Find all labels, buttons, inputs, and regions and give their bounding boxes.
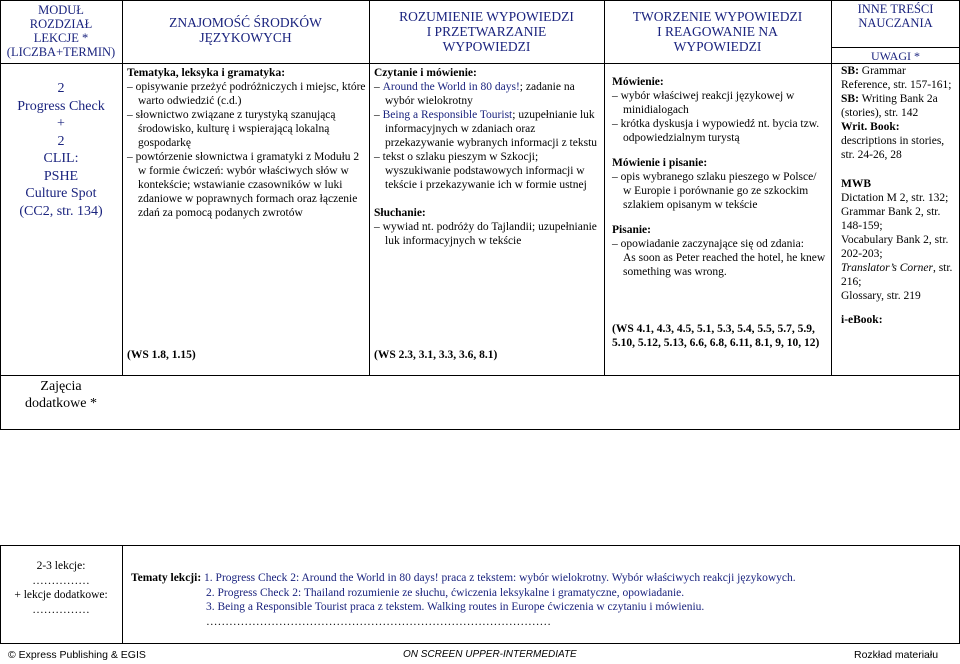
col-border-1	[122, 0, 123, 376]
main-row-divider	[0, 375, 960, 376]
writ-book-label: Writ. Book:	[841, 121, 900, 133]
col-border-2	[369, 0, 370, 376]
lesson-count: 2-3 lekcje: …………… + lekcje dodatkowe: ……………	[14, 560, 108, 616]
header-notes: UWAGI *	[871, 49, 920, 63]
rec-heading-listening: Słuchanie:	[374, 207, 426, 219]
uwagi-divider	[831, 47, 960, 48]
topic-1-text: 1. Progress Check 2: Around the World in 80 days! praca z tekstem: wybór wielokrotny. Wybór właściwych reakcji językowych.	[204, 572, 796, 584]
rec-item-2-title: Being a Responsible Tourist	[382, 109, 513, 121]
prod-heading-speaking-writing: Mówienie i pisanie:	[612, 157, 708, 169]
rec-heading-reading: Czytanie i mówienie:	[374, 67, 477, 79]
topic-2: 2. Progress Check 2: Thailand rozumienie ze słuchu, ćwiczenia leksykalne i gramatyczne, opowiadanie.	[206, 586, 685, 599]
module-info: 2 Progress Check + 2 CLIL: PSHE Culture Spot (CC2, str. 134)	[17, 81, 105, 219]
other-writ-book	[841, 120, 957, 162]
extra-row-divider	[0, 429, 960, 430]
rec-item-1	[374, 80, 601, 108]
rec-item-2-desc: ; uzupełnianie luk informacyjnych w zdaniach oraz przekazywanie wybranych informacji z tekstu	[385, 109, 598, 149]
topic-3: 3. Being a Responsible Tourist praca z tekstem. Walking routes in Europe ćwiczenia w czytaniu i mówieniu.	[206, 601, 705, 613]
prod-heading-writing: Pisanie:	[612, 224, 651, 236]
header-divider	[0, 63, 960, 64]
prod-heading-speaking: Mówienie:	[612, 76, 664, 88]
mwb-vocabulary: Vocabulary Bank 2, str. 202-203;	[841, 234, 949, 260]
lang-item: – opisywanie przeżyć podróżniczych i miejsc, które warto odwiedzić (c.d.)	[127, 80, 366, 108]
lang-item: – powtórzenie słownictwa i gramatyki z Modułu 2 w formie ćwiczeń: wybór właściwych słów w kontekście; wstawianie czasowników w luki zdaniowe w poprawnych formach oraz łączenie zdań za pomocą podanych zwrotów	[127, 150, 366, 220]
ebook-label: i-eBook:	[841, 314, 883, 326]
prod-item-3: – opis wybranego szlaku pieszego w Polsce/ w Europie i porównanie go ze szkockim szlakiem opisanym w tekście	[612, 170, 827, 212]
rec-item-2	[374, 108, 601, 150]
bottom-table-top	[0, 545, 960, 546]
language-content	[127, 66, 366, 220]
mwb-translator	[841, 261, 957, 289]
prod-item-2: – krótka dyskusja i wypowiedź nt. bycia tzw. odpowiedzialnym turystą	[612, 117, 827, 145]
comprehension-content	[374, 66, 601, 248]
prod-ws: (WS 4.1, 4.3, 4.5, 5.1, 5.3, 5.4, 5.5, 5.7, 5.9, 5.10, 5.12, 5.13, 6.6, 6.8, 6.11, 8.1, 9, 10, 12)	[612, 323, 820, 349]
sb-label-2: SB:	[841, 93, 859, 105]
lesson-topics	[131, 571, 957, 629]
topics-label: Tematy lekcji:	[131, 572, 202, 584]
lang-heading: Tematyka, leksyka i gramatyka:	[127, 67, 286, 79]
lang-item: – słownictwo związane z turystyką szanującą środowisko, kulturę i wspierającą lokalną gospodarkę	[127, 108, 366, 150]
mwb-translator-title: Translator’s Corner	[841, 262, 933, 274]
prod-item-4: – opowiadanie zaczynające się od zdania:	[612, 237, 827, 251]
other-content	[841, 64, 957, 327]
extra-classes-label: Zajęcia dodatkowe *	[25, 379, 97, 411]
header-module: MODUŁ ROZDZIAŁ LEKCJE * (LICZBA+TERMIN)	[6, 3, 116, 59]
rec-ws: (WS 2.3, 3.1, 3.3, 3.6, 8.1)	[374, 349, 498, 361]
topic-4: ………………………………………………………………………………	[206, 615, 551, 628]
footer-book-title: ON SCREEN UPPER-INTERMEDIATE	[403, 649, 577, 660]
rec-item-4: – wywiad nt. podróży do Tajlandii; uzupełnianie luk informacyjnych w tekście	[374, 220, 601, 248]
rec-item-1-desc: ; zadanie na wybór wielokrotny	[385, 81, 575, 107]
footer-doc-title: Rozkład materiału	[854, 649, 939, 661]
header-other-content: INNE TREŚCI NAUCZANIA	[857, 2, 934, 30]
mwb-glossary: Glossary, str. 219	[841, 290, 921, 302]
mwb-heading: MWB	[841, 178, 872, 190]
mwb-dictation: Dictation M 2, str. 132;	[841, 192, 949, 204]
lang-ws: (WS 1.8, 1.15)	[127, 349, 196, 361]
prod-item-1: – wybór właściwej reakcji językowej w minidialogach	[612, 89, 827, 117]
header-language-means: ZNAJOMOŚĆ ŚRODKÓW JĘZYKOWYCH	[169, 15, 322, 45]
writ-book-ref: descriptions in stories, str. 24-26, 28	[841, 135, 945, 161]
header-comprehension: ROZUMIENIE WYPOWIEDZI I PRZETWARZANIE WYPOWIEDZI	[399, 9, 574, 54]
topic-1	[131, 571, 957, 586]
sb-label: SB:	[841, 65, 859, 77]
col-border-3	[604, 0, 605, 376]
production-content	[612, 75, 827, 279]
mwb-translator-page: , str. 216;	[841, 262, 953, 288]
sb-writing-bank: Writing Bank 2a (stories), str. 142	[841, 93, 938, 119]
table-top-border	[0, 0, 960, 1]
mwb-grammar: Grammar Bank 2, str. 148-159;	[841, 206, 941, 232]
header-production: TWORZENIE WYPOWIEDZI I REAGOWANIE NA WYPOWIEDZI	[632, 9, 803, 54]
bottom-table-bottom	[0, 643, 960, 644]
rec-item-1-title: Around the World in 80 days!	[382, 81, 520, 93]
prod-item-4-sentence: As soon as Peter reached the hotel, he knew something was wrong.	[623, 252, 826, 278]
lang-items	[127, 80, 366, 220]
sb-grammar-ref: Grammar Reference, str. 157-161;	[841, 65, 952, 91]
other-sb-writing	[841, 92, 957, 120]
rec-item-3: – tekst o szlaku pieszym w Szkocji; wyszukiwanie podstawowych informacji w tekście i przekazywanie ich w formie ustnej	[374, 150, 601, 192]
footer-publisher: © Express Publishing & EGIS	[8, 649, 146, 661]
bottom-border-mid	[122, 545, 123, 644]
other-sb-grammar	[841, 64, 957, 92]
